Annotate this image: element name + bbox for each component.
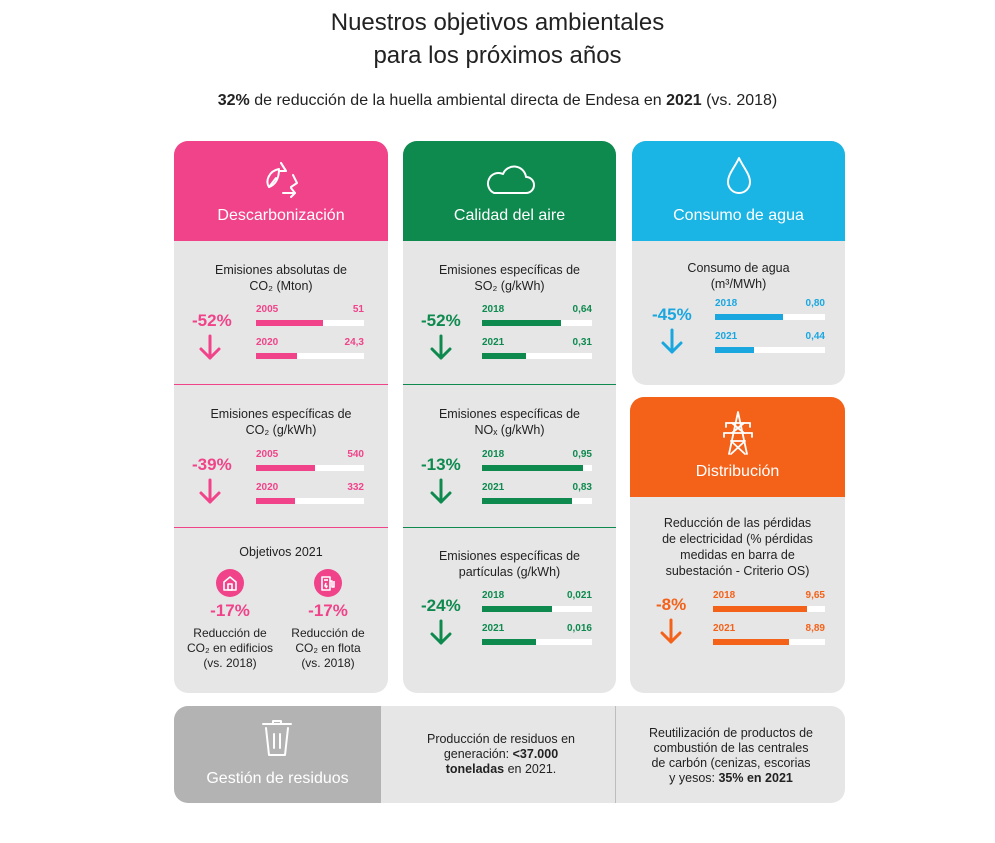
bar-year: 2021: [482, 482, 505, 493]
bar-fill: [482, 606, 552, 612]
section-divider: [403, 384, 616, 385]
bar-row: [256, 482, 364, 512]
bar-row: [713, 623, 825, 653]
card-distribucion: [630, 397, 845, 693]
section-title-line: NOₓ (g/kWh): [474, 423, 545, 437]
bar-fill: [713, 606, 807, 612]
section-title: [403, 548, 616, 580]
bar-value: 540: [347, 449, 364, 460]
bar-track: [256, 353, 364, 359]
title-line-2: para los próximos años: [373, 42, 622, 69]
goal-text: [182, 626, 278, 671]
section-title-line: SO₂ (g/kWh): [474, 279, 545, 293]
recycle-leaf-icon: [259, 157, 303, 201]
subtitle: [0, 92, 995, 110]
ev-charger-badge: [314, 569, 342, 597]
bar-fill: [482, 639, 536, 645]
title-line-1: Nuestros objetivos ambientales: [330, 9, 665, 36]
ev-charger-icon: [314, 569, 342, 597]
reduction-pct: -39%: [192, 455, 232, 474]
bar-year: 2021: [713, 623, 736, 634]
bar-track: [715, 347, 825, 353]
goal-text-line: Reducción de: [193, 626, 267, 640]
bar-value: 8,89: [805, 623, 825, 634]
trash-bin-icon: [259, 718, 295, 758]
bar-track: [482, 320, 592, 326]
bar-row: [482, 304, 592, 334]
bar-fill: [256, 465, 315, 471]
section-title-line: Emisiones específicas de: [438, 407, 581, 421]
reduction-pct: -45%: [652, 305, 692, 324]
section-title-line: de electricidad (% pérdidas: [662, 532, 813, 546]
house-badge: [216, 569, 244, 597]
goal-pct: -17%: [308, 601, 348, 620]
cloud-icon: [482, 159, 538, 199]
bar-fill: [713, 639, 789, 645]
subtitle-end: (vs. 2018): [701, 92, 778, 109]
bar-year: 2018: [713, 590, 736, 601]
text-line: de carbón (cenizas, escorias: [651, 756, 811, 770]
section-title-line: CO₂ (Mton): [249, 279, 313, 293]
section-divider: [403, 527, 616, 528]
section-divider: [174, 384, 388, 385]
reduction-pct: -52%: [421, 311, 461, 330]
goal-text: [280, 626, 376, 671]
bar-row: [482, 337, 592, 367]
bar-year: 2005: [256, 304, 279, 315]
bar-row: [256, 304, 364, 334]
bar-value: 332: [347, 482, 364, 493]
residuos-production-text: [406, 732, 596, 777]
text-part: y yesos:: [669, 771, 719, 785]
bar-value: 0,016: [566, 623, 592, 634]
down-arrow-icon: [659, 618, 683, 646]
section-title: [632, 260, 845, 292]
water-drop-icon: [724, 155, 754, 197]
goal-pct: -17%: [210, 601, 250, 620]
text-line: Producción de residuos en: [426, 732, 575, 746]
bar-fill: [482, 320, 561, 326]
bar-year: 2021: [482, 623, 505, 634]
bar-track: [713, 606, 825, 612]
page-title: [0, 6, 995, 72]
bar-track: [482, 498, 592, 504]
text-bold: <37.000: [512, 747, 559, 761]
bar-value: 0,44: [805, 331, 825, 342]
card-header-consumo-agua: [632, 141, 845, 241]
goal-text-line: CO₂ en flota: [295, 641, 361, 655]
bar-year: 2018: [482, 449, 505, 460]
bar-track: [256, 498, 364, 504]
section-title-line: Emisiones absolutas de: [214, 263, 348, 277]
down-arrow-icon: [429, 334, 453, 362]
bar-value: 0,64: [572, 304, 592, 315]
section-title-line: Reducción de las pérdidas: [663, 516, 812, 530]
section-title: Objetivos 2021: [239, 545, 323, 559]
bar-row: [713, 590, 825, 620]
card-header-descarbonizacion: [174, 141, 388, 241]
text-line: Reutilización de productos de: [649, 726, 813, 740]
bar-value: 24,3: [344, 337, 364, 348]
residuos-divider: [615, 706, 616, 803]
down-arrow-icon: [660, 328, 684, 356]
text-part: en 2021.: [504, 762, 557, 776]
bar-row: [482, 482, 592, 512]
bar-track: [713, 639, 825, 645]
section-title-line: (m³/MWh): [710, 277, 767, 291]
bar-track: [715, 314, 825, 320]
reduction-pct: -13%: [421, 455, 461, 474]
section-title-line: medidas en barra de: [680, 548, 795, 562]
bar-row: [482, 449, 592, 479]
bar-fill: [256, 353, 297, 359]
bar-fill: [715, 347, 754, 353]
bar-row: [256, 337, 364, 367]
bar-year: 2021: [715, 331, 738, 342]
text-part: generación:: [443, 747, 513, 761]
text-line: [406, 762, 596, 777]
bar-year: 2018: [715, 298, 738, 309]
reduction-pct: -52%: [192, 311, 232, 330]
card-calidad-aire: [403, 141, 616, 693]
down-arrow-icon: [198, 334, 222, 362]
bar-value: 9,65: [805, 590, 825, 601]
down-arrow-icon: [198, 478, 222, 506]
text-bold: toneladas: [445, 762, 505, 776]
text-line: [626, 771, 836, 786]
bar-value: 0,95: [572, 449, 592, 460]
goal-text-line: Reducción de: [291, 626, 365, 640]
bar-value: 0,31: [572, 337, 592, 348]
goal-text-line: (vs. 2018): [301, 656, 355, 670]
bar-year: 2005: [256, 449, 279, 460]
bar-value: 0,021: [566, 590, 592, 601]
section-title-line: Emisiones específicas de: [438, 549, 581, 563]
bar-year: 2020: [256, 482, 279, 493]
bar-fill: [482, 465, 583, 471]
bar-track: [482, 639, 592, 645]
section-divider: [174, 527, 388, 528]
subtitle-year: 2021: [666, 92, 702, 109]
bar-row: [715, 298, 825, 328]
section-title: [403, 262, 616, 294]
section-title-line: subestación - Criterio OS): [665, 564, 810, 578]
card-label-consumo-agua: Consumo de agua: [673, 207, 804, 224]
bar-row: [715, 331, 825, 361]
goal-text-line: CO₂ en edificios: [186, 641, 274, 655]
card-gestion-residuos: [174, 706, 845, 803]
bar-value: 51: [352, 304, 364, 315]
residuos-reuse-text: [626, 726, 836, 786]
card-consumo-agua: [632, 141, 845, 385]
card-label-descarbonizacion: Descarbonización: [217, 207, 345, 224]
text-line: [406, 747, 596, 762]
goal-text-line: (vs. 2018): [203, 656, 257, 670]
bar-year: 2021: [482, 337, 505, 348]
bar-value: 0,80: [805, 298, 825, 309]
card-label-calidad-aire: Calidad del aire: [453, 207, 566, 224]
reduction-pct: -8%: [656, 595, 687, 614]
bar-fill: [482, 498, 572, 504]
bar-row: [256, 449, 364, 479]
bar-track: [482, 606, 592, 612]
residuos-label: Gestión de residuos: [206, 770, 349, 787]
section-title: [174, 262, 388, 294]
bar-year: 2018: [482, 304, 505, 315]
bar-year: 2018: [482, 590, 505, 601]
reduction-pct: -24%: [421, 596, 461, 615]
card-header-calidad-aire: [403, 141, 616, 241]
bar-track: [256, 465, 364, 471]
bar-track: [482, 353, 592, 359]
section-title: [630, 515, 845, 579]
section-title: [174, 406, 388, 438]
card-label-distribucion: Distribución: [695, 463, 780, 480]
section-title-line: Emisiones específicas de: [210, 407, 352, 421]
section-title: [403, 406, 616, 438]
bar-fill: [482, 353, 526, 359]
down-arrow-icon: [429, 619, 453, 647]
card-descarbonizacion: [174, 141, 388, 693]
bar-year: 2020: [256, 337, 279, 348]
house-icon: [216, 569, 244, 597]
bar-value: 0,83: [572, 482, 592, 493]
card-header-distribucion: [630, 397, 845, 497]
section-title-line: Emisiones específicas de: [438, 263, 581, 277]
subtitle-mid: de reducción de la huella ambiental directa de Endesa en: [249, 92, 667, 109]
down-arrow-icon: [429, 478, 453, 506]
bar-fill: [256, 320, 323, 326]
text-bold: 35% en 2021: [718, 771, 793, 785]
section-title-line: Consumo de agua: [687, 261, 790, 275]
residuos-header: [174, 706, 381, 803]
bar-track: [482, 465, 592, 471]
text-line: combustión de las centrales: [653, 741, 809, 755]
section-title-line: partículas (g/kWh): [458, 565, 561, 579]
bar-row: [482, 623, 592, 653]
section-title-line: CO₂ (g/kWh): [245, 423, 317, 437]
bar-fill: [715, 314, 783, 320]
subtitle-pct: 32%: [217, 92, 250, 109]
bar-track: [256, 320, 364, 326]
power-tower-icon: [718, 409, 758, 457]
bar-row: [482, 590, 592, 620]
bar-fill: [256, 498, 295, 504]
